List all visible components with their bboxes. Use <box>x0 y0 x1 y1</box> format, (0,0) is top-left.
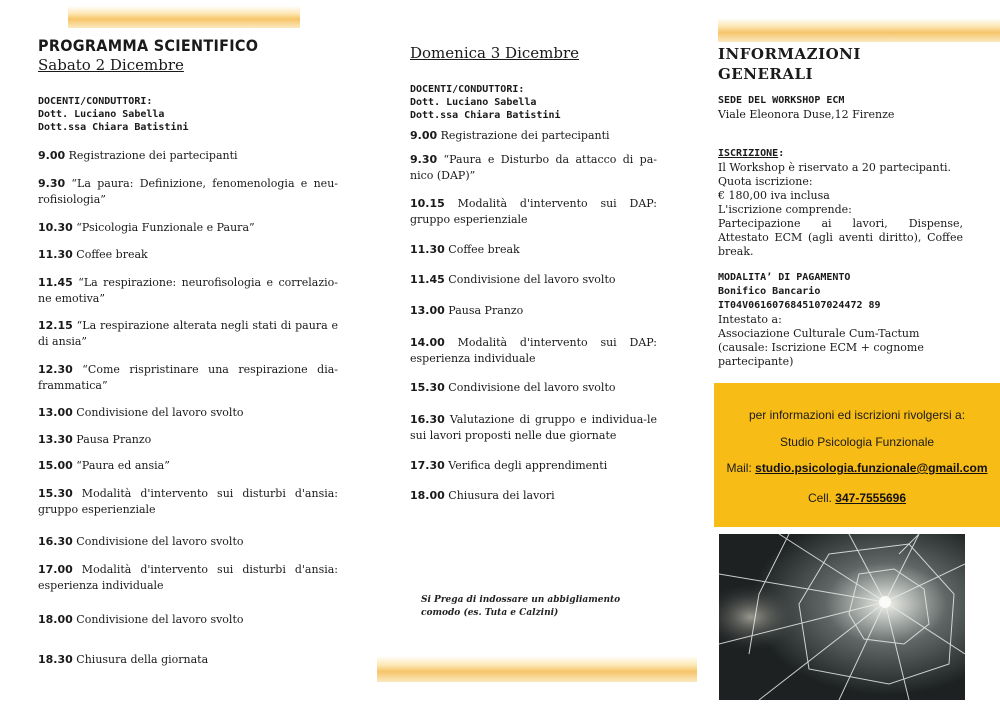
pagamento-line: Intestato a: <box>718 313 782 326</box>
schedule-text: Condivisione del lavoro svolto <box>72 535 244 548</box>
info-title-2: GENERALI <box>718 65 814 83</box>
decorative-bar-top-right <box>718 18 1000 42</box>
iban: IT04V0616076845107024472 89 <box>718 300 881 311</box>
schedule-text: Modalità d'intervento sui disturbi d'ansia: esperienza individuale <box>38 563 338 592</box>
schedule-item <box>410 303 657 319</box>
schedule-time: 11.30 <box>38 248 73 261</box>
schedule-item <box>38 432 338 448</box>
schedule-item <box>38 562 338 594</box>
iscrizione-colon: : <box>778 148 785 159</box>
broken-glass-graphic <box>719 534 965 700</box>
schedule-time: 11.30 <box>410 243 445 256</box>
iscrizione-line: L'iscrizione comprende: <box>718 203 852 216</box>
schedule-item <box>38 534 338 550</box>
schedule-item <box>410 242 657 258</box>
schedule-item <box>410 152 657 184</box>
schedule-text: Modalità d'intervento sui DAP: esperienza individuale <box>410 336 657 365</box>
schedule-time: 13.00 <box>410 304 445 317</box>
schedule-time: 18.30 <box>38 653 73 666</box>
mail-link[interactable]: studio.psicologia.funzionale@gmail.com <box>755 461 988 475</box>
docente-1: Dott. Luciano Sabella <box>410 97 537 108</box>
decorative-bar-bottom <box>377 656 697 682</box>
dress-note-line-2: comodo (es. Tuta e Calzini) <box>421 608 559 618</box>
schedule-text: Condivisione del lavoro svolto <box>72 406 244 419</box>
schedule-text: “Paura e Disturbo da attacco di pa-nico (DAP)” <box>410 153 657 182</box>
schedule-item <box>410 412 657 444</box>
schedule-text: Pausa Pranzo <box>444 304 524 317</box>
info-title-1: INFORMAZIONI <box>718 45 861 63</box>
schedule-time: 17.30 <box>410 459 445 472</box>
left-column <box>38 36 338 666</box>
schedule-item <box>38 486 338 518</box>
contact-intro: per informazioni ed iscrizioni rivolgersi a: <box>748 408 966 422</box>
pagamento-method: Bonifico Bancario <box>718 286 821 297</box>
docenti-label: DOCENTI/CONDUTTORI: <box>38 96 153 107</box>
schedule-time: 12.30 <box>38 363 73 376</box>
schedule-time: 16.30 <box>410 413 445 426</box>
schedule-text: Registrazione dei partecipanti <box>65 149 238 162</box>
schedule-item <box>410 335 657 367</box>
schedule-text: Modalità d'intervento sui disturbi d'ansia: gruppo esperienziale <box>38 487 338 516</box>
sede-address: Viale Eleonora Duse,12 Firenze <box>718 108 895 121</box>
cell-label: Cell. <box>807 491 836 505</box>
schedule-time: 15.00 <box>38 459 73 472</box>
broken-glass-image <box>719 534 965 700</box>
schedule-time: 12.15 <box>38 319 73 332</box>
sunday-date: Domenica 3 Dicembre <box>410 44 580 62</box>
schedule-text: “Psicologia Funzionale e Paura” <box>72 221 255 234</box>
schedule-text: Valutazione di gruppo e individua-le sui lavori proposti nelle due giornate <box>410 413 657 442</box>
schedule-time: 10.15 <box>410 197 445 210</box>
schedule-item <box>38 220 338 236</box>
dress-note <box>421 594 621 620</box>
pagamento-label: MODALITA’ DI PAGAMENTO <box>718 272 851 283</box>
schedule-item <box>38 612 338 628</box>
schedule-item <box>38 405 338 421</box>
iscrizione-heading <box>718 147 968 161</box>
schedule-text: Modalità d'intervento sui DAP: gruppo esperienziale <box>410 197 657 226</box>
schedule-item <box>38 275 338 307</box>
schedule-time: 9.30 <box>410 153 438 166</box>
iscrizione-line: Il Workshop è riservato a 20 partecipanti. <box>718 161 951 174</box>
schedule-time: 13.00 <box>38 406 73 419</box>
schedule-time: 18.00 <box>38 613 73 626</box>
schedule-item <box>38 652 338 668</box>
pagamento-line: (causale: Iscrizione ECM + cognome partecipante) <box>718 341 924 368</box>
mail-label: Mail: <box>726 461 756 475</box>
cell-link[interactable]: 347-7555696 <box>835 491 907 505</box>
schedule-item <box>410 196 657 228</box>
contact-mail-row <box>714 461 1000 475</box>
schedule-text: “La paura: Definizione, fenomenologia e neu-rofisiologia” <box>38 177 338 206</box>
schedule-item <box>38 362 338 394</box>
schedule-time: 11.45 <box>410 273 445 286</box>
schedule-time: 11.45 <box>38 276 73 289</box>
schedule-time: 9.30 <box>38 177 66 190</box>
schedule-time: 9.00 <box>410 129 438 142</box>
program-title: PROGRAMMA SCIENTIFICO <box>38 36 259 55</box>
schedule-time: 15.30 <box>38 487 73 500</box>
saturday-date: Sabato 2 Dicembre <box>38 56 184 74</box>
schedule-item <box>38 247 338 263</box>
iscrizione-line: Quota iscrizione: <box>718 175 813 188</box>
schedule-item <box>38 148 338 164</box>
iscrizione-label: ISCRIZIONE <box>718 148 779 159</box>
schedule-item <box>410 128 657 144</box>
schedule-text: Verifica degli apprendimenti <box>444 459 608 472</box>
schedule-text: Chiusura della giornata <box>72 653 209 666</box>
schedule-text: Chiusura dei lavori <box>444 489 555 502</box>
iscrizione-line: € 180,00 iva inclusa <box>718 189 830 202</box>
docenti-label: DOCENTI/CONDUTTORI: <box>410 84 525 95</box>
schedule-item <box>410 488 657 504</box>
schedule-item <box>38 318 338 350</box>
schedule-time: 16.30 <box>38 535 73 548</box>
docente-1: Dott. Luciano Sabella <box>38 109 165 120</box>
schedule-text: Condivisione del lavoro svolto <box>72 613 244 626</box>
schedule-time: 13.30 <box>38 433 73 446</box>
right-column <box>718 44 968 369</box>
schedule-text: “La respirazione: neurofisologia e correlazio-ne emotiva” <box>38 276 338 305</box>
schedule-text: Condivisione del lavoro svolto <box>444 381 616 394</box>
schedule-text: “La respirazione alterata negli stati di paura e di ansia” <box>38 319 338 348</box>
schedule-item <box>410 458 657 474</box>
contact-studio: Studio Psicologia Funzionale <box>779 435 935 449</box>
schedule-time: 18.00 <box>410 489 445 502</box>
schedule-text: Coffee break <box>444 243 520 256</box>
schedule-item <box>38 458 338 474</box>
dress-note-line-1: Si Prega di indossare un abbigliamento <box>421 595 621 605</box>
schedule-text: Coffee break <box>72 248 148 261</box>
schedule-time: 15.30 <box>410 381 445 394</box>
schedule-time: 14.00 <box>410 336 445 349</box>
schedule-time: 10.30 <box>38 221 73 234</box>
schedule-text: “Paura ed ansia” <box>72 459 170 472</box>
schedule-text: Registrazione dei partecipanti <box>437 129 610 142</box>
schedule-text: Pausa Pranzo <box>72 433 152 446</box>
sede-label: SEDE DEL WORKSHOP ECM <box>718 95 845 106</box>
schedule-item <box>410 380 657 396</box>
schedule-text: Condivisione del lavoro svolto <box>444 273 616 286</box>
schedule-time: 17.00 <box>38 563 73 576</box>
contact-box <box>714 383 1000 527</box>
schedule-time: 9.00 <box>38 149 66 162</box>
pagamento-line: Associazione Culturale Cum-Tactum <box>718 327 920 340</box>
schedule-text: “Come rispristinare una respirazione dia-frammatica” <box>38 363 338 392</box>
schedule-item <box>38 176 338 208</box>
schedule-item <box>410 272 657 288</box>
docente-2: Dott.ssa Chiara Batistini <box>38 122 189 133</box>
docente-2: Dott.ssa Chiara Batistini <box>410 110 561 121</box>
contact-cell-row <box>714 491 1000 505</box>
iscrizione-line: Partecipazione ai lavori, Dispense, Attestato ECM (agli aventi diritto), Coffee break. <box>718 217 963 258</box>
middle-column <box>410 44 657 502</box>
decorative-bar-top-left <box>68 6 300 28</box>
